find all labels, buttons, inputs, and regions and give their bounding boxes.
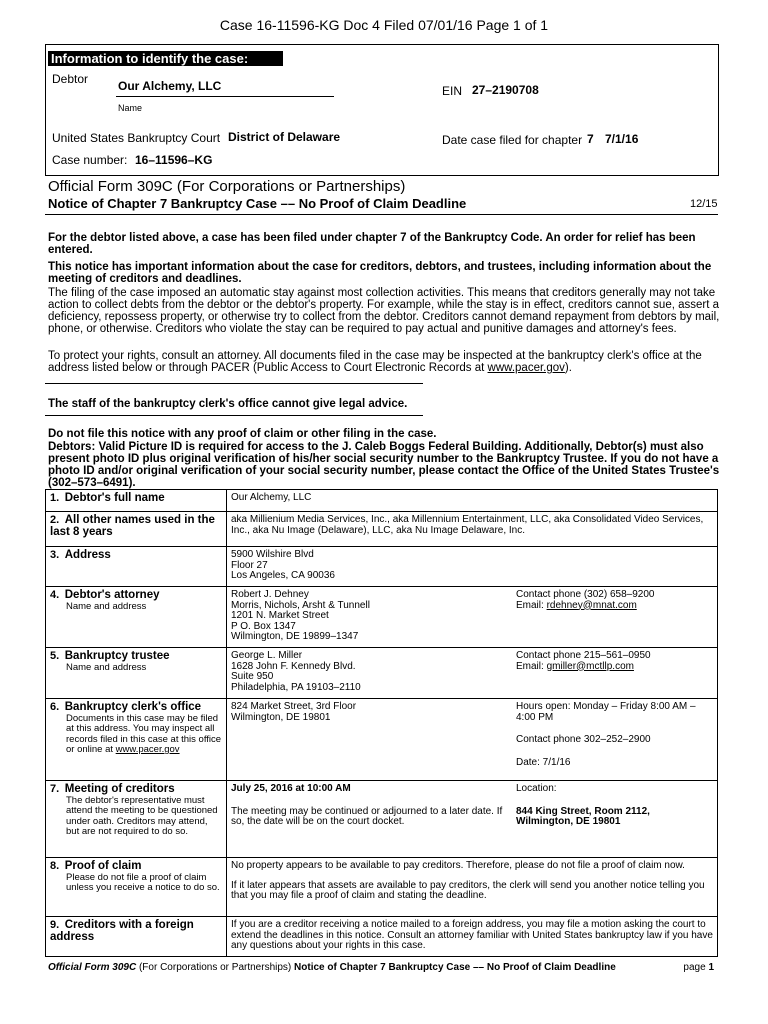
clerk-hours: Hours open: Monday – Friday 8:00 AM – 4:00 PM <box>516 701 696 723</box>
para-debtors-id: Debtors: Valid Picture ID is required for access to the J. Caleb Boggs Federal Building. Additionally, Debtor(s) must also present photo ID plus original verification of his/her social security number to the Bankruptcy Trustee. If you do not have a photo ID and/or original verification of your social security number, please contact the Office of the United States Trustee's (302–573–6491). <box>48 441 720 489</box>
form-version: 12/15 <box>690 198 718 210</box>
ein-value: 27–2190708 <box>472 83 539 97</box>
case-details-table <box>45 489 718 957</box>
para-important-info: This notice has important information about the case for creditors, debtors, and trustees, including information about the meeting of creditors and deadlines. <box>48 261 712 285</box>
table-row: 8. Proof of claim Please do not file a proof of claim unless you receive a notice to do so. No property appears to be available to pay creditors. Therefore, please do not file a proof of claim now. If it later appears that assets are available to pay creditors, the clerk will send you another notice telling you that you may file a proof of claim and stating the deadline. <box>46 858 718 917</box>
form-title: Official Form 309C (For Corporations or Partnerships) <box>48 178 406 195</box>
debtor-label: Debtor <box>52 72 89 86</box>
row-title: Debtor's attorney <box>64 589 160 601</box>
page-number: page 1 <box>683 962 714 973</box>
debtor-address: 5900 Wilshire Blvd Floor 27 Los Angeles, CA 90036 <box>227 547 718 587</box>
row-title: Proof of claim <box>64 860 142 872</box>
table-row: 6. Bankruptcy clerk's office Documents in this case may be filed at this address. You may inspect all records filed in this case at this office or online at www.pacer.gov 824 Market Street, 3rd Floor Wilmington, DE 19801 Hours open: Monday – Friday 8:00 AM – 4:00 PM Contact phone 302–252–2900 Date: 7/1/16 <box>46 699 718 781</box>
divider <box>45 415 423 416</box>
trustee-phone: Contact phone 215–561–0950 <box>516 650 651 661</box>
name-caption: Name <box>118 103 143 113</box>
divider <box>45 383 423 384</box>
court-label: United States Bankruptcy Court <box>52 131 221 145</box>
para-order-for-relief: For the debtor listed above, a case has been filed under chapter 7 of the Bankruptcy Code. An order for relief has been entered. <box>48 232 696 256</box>
table-row: 2. All other names used in the last 8 years aka Millienium Media Services, Inc., aka Millennium Entertainment, LLC, aka Consolidated Video Services, Inc., aka Nu Image (Delaware), LLC, aka Nu Image Delaware, Inc. <box>46 512 718 547</box>
attorney-address: Robert J. Dehney Morris, Nichols, Arsht & Tunnell 1201 N. Market Street P O. Box 1347 Wilmington, DE 19899–1347 <box>227 587 513 648</box>
notice-title: Notice of Chapter 7 Bankruptcy Case –– No Proof of Claim Deadline <box>48 196 467 211</box>
other-names: aka Millienium Media Services, Inc., aka Millennium Entertainment, LLC, aka Consolidated Video Services, Inc., aka Nu Image (Delaware), LLC, aka Nu Image Delaware, Inc. <box>231 514 704 536</box>
pacer-link[interactable]: www.pacer.gov <box>115 744 180 755</box>
row-title: Creditors with a foreign address <box>50 919 194 943</box>
clerk-phone: Contact phone 302–252–2900 <box>516 734 651 745</box>
attorney-email-link[interactable]: rdehney@mnat.com <box>546 599 637 611</box>
date-filed-label: Date case filed for chapter <box>442 133 583 147</box>
proof-of-claim-notice: No property appears to be available to pay creditors. Therefore, please do not file a proof of claim now. <box>231 860 685 871</box>
case-number-label: Case number: <box>52 153 128 167</box>
foreign-address-notice: If you are a creditor receiving a notice mailed to a foreign address, you may file a motion asking the court to extend the deadlines in this notice. Consult an attorney familiar with United States bankruptcy law if you have any questions about your rights in this case. <box>231 919 713 951</box>
row-title: Bankruptcy trustee <box>64 650 170 662</box>
row-title: Debtor's full name <box>64 492 165 504</box>
page-footer: Official Form 309C (For Corporations or Partnerships) Notice of Chapter 7 Bankruptcy Case –– No Proof of Claim Deadline <box>48 962 616 973</box>
attorney-phone: Contact phone (302) 658–9200 <box>516 589 655 600</box>
debtor-full-name: Our Alchemy, LLC <box>231 492 312 503</box>
table-row: 3. Address 5900 Wilshire Blvd Floor 27 Los Angeles, CA 90036 <box>46 547 718 587</box>
chapter-value: 7 <box>587 132 594 146</box>
table-row: 9. Creditors with a foreign address If you are a creditor receiving a notice mailed to a foreign address, you may file a motion asking the court to extend the deadlines in this notice. Consult an attorney familiar with United States bankruptcy law if you have any questions about your rights in this case. <box>46 917 718 957</box>
trustee-address: George L. Miller 1628 John F. Kennedy Blvd. Suite 950 Philadelphia, PA 19103–2110 <box>227 648 513 699</box>
table-row: 5. Bankruptcy trustee Name and address George L. Miller 1628 John F. Kennedy Blvd. Suite 950 Philadelphia, PA 19103–2110 Contact phone 215–561–0950 Email: gmiller@mctllp.com <box>46 648 718 699</box>
meeting-date: July 25, 2016 at 10:00 AM <box>231 783 351 794</box>
row-title: Address <box>64 549 111 561</box>
table-row: 1. Debtor's full name Our Alchemy, LLC <box>46 490 718 512</box>
title-rule <box>45 214 718 215</box>
meeting-note: The meeting may be continued or adjourned to a later date. If so, the date will be on the court docket. <box>231 805 503 827</box>
case-info-title: Information to identify the case: <box>48 51 283 66</box>
table-row: 7. Meeting of creditors The debtor's representative must attend the meeting to be questioned under oath. Creditors may attend, but are not required to do so. July 25, 2016 at 10:00 AM The meeting may be continued or adjourned to a later date. If so, the date will be on the court docket. Location: 844 King Street, Room 2112, Wilmington, DE 19801 <box>46 781 718 858</box>
date-filed-value: 7/1/16 <box>605 132 639 146</box>
para-automatic-stay: The filing of the case imposed an automatic stay against most collection activities. This means that creditors generally may not take action to collect debts from the debtor or the debtor's property. For example, while the stay is in effect, creditors cannot sue, assert a deficiency, repossess property, or otherwise try to collect from the debtor. Creditors cannot demand repayment from debtors by mail, phone, or otherwise. Creditors who violate the stay can be required to pay actual and punitive damages and attorney's fees. <box>48 287 720 335</box>
court-value: District of Delaware <box>228 130 341 144</box>
case-number-value: 16–11596–KG <box>135 153 213 167</box>
meeting-location: 844 King Street, Room 2112, Wilmington, DE 19801 <box>516 805 650 827</box>
name-underline <box>116 96 334 97</box>
proof-of-claim-later: If it later appears that assets are available to pay creditors, the clerk will send you another notice telling you that you may file a proof of claim and stating the deadline. <box>231 879 705 901</box>
trustee-email-link[interactable]: gmiller@mctllp.com <box>546 660 634 672</box>
table-row: 4. Debtor's attorney Name and address Robert J. Dehney Morris, Nichols, Arsht & Tunnell 1201 N. Market Street P O. Box 1347 Wilmington, DE 19899–1347 Contact phone (302) 658–9200 Email: rdehney@mnat.com <box>46 587 718 648</box>
pacer-link[interactable]: www.pacer.gov <box>487 362 565 374</box>
clerk-address: 824 Market Street, 3rd Floor Wilmington, DE 19801 <box>227 699 513 781</box>
para-protect-rights: To protect your rights, consult an attorney. All documents filed in the case may be inspected at the bankruptcy clerk's office at the address listed below or through PACER (Public Access to Court Electronic Records at www.pacer.gov). <box>48 350 702 374</box>
ein-label: EIN <box>442 84 463 98</box>
row-title: All other names used in the last 8 years <box>50 514 215 538</box>
docket-header: Case 16-11596-KG Doc 4 Filed 07/01/16 Page 1 of 1 <box>219 17 549 33</box>
row-title: Bankruptcy clerk's office <box>64 701 202 713</box>
para-no-legal-advice: The staff of the bankruptcy clerk's office cannot give legal advice. <box>48 398 408 410</box>
debtor-name: Our Alchemy, LLC <box>118 79 222 93</box>
row-title: Meeting of creditors <box>64 783 175 795</box>
para-do-not-file: Do not file this notice with any proof of claim or other filing in the case. <box>48 428 437 440</box>
clerk-date: Date: 7/1/16 <box>516 756 571 768</box>
